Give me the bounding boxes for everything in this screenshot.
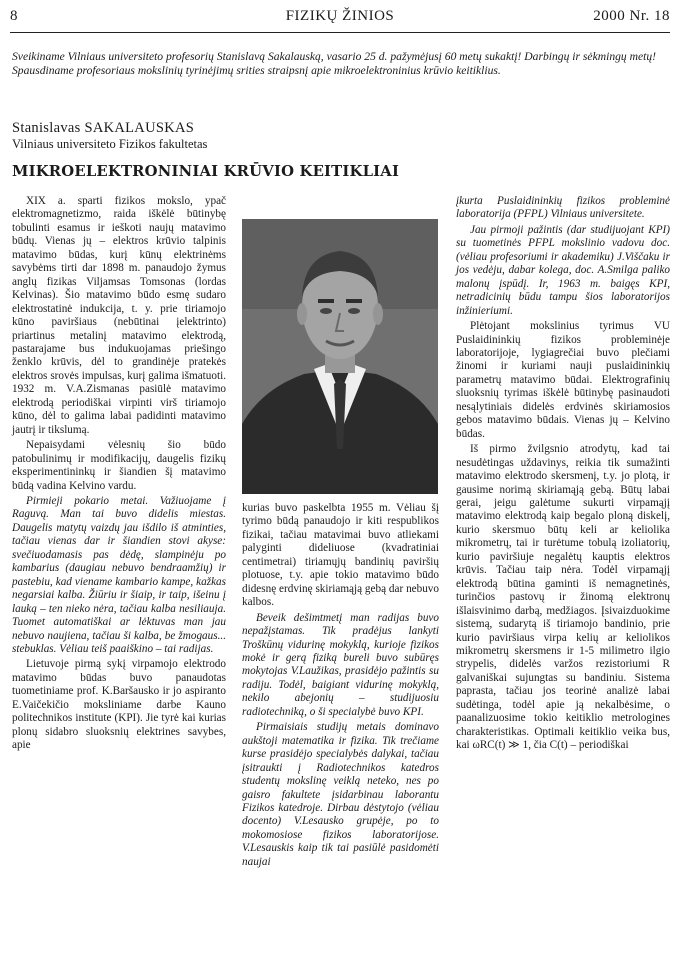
author-block [12,120,412,152]
author-photo [242,219,438,494]
memoir-paragraph: įkurta Puslaidininkių fizikos probleminė laboratorija (PFPL) Vilniaus universitete. [456,195,670,221]
issue-label: 2000 Nr. 18 [593,8,670,24]
header-rule [10,32,670,33]
page-number: 8 [10,8,18,24]
paragraph: Nepaisydami vėlesnių šio būdo patobulinimų ir modifikacijų, daugelis fizikų eksperimentininkų ir šiandien šį matavimo būdą vadina Kelvino vardu. [12,439,226,492]
intro-note [12,50,668,77]
author-portrait-image [242,219,438,494]
paragraph: kurias buvo paskelbta 1955 m. Vėliau šį tyrimo būdą panaudojo ir kiti respublikos fizikai, tačiau matavimai buvo atliekami palyginti dideliuose (kvadratiniai centimetrai) tiriamųjų bandinių paviršių plotuose, t.y. apie tokio matavimo būdo didesnę erdvinę skiriamąją gebą dar nebuvo kalbos. [242,502,439,609]
paragraph: Plėtojant mokslinius tyrimus VU Puslaidininkių fizikos probleminėje laboratorijoje, lygiagrečiai buvo plečiami žinomi ir kuriami nauji puslaidininkių parametrų matavimo būdai. Elektrografinių sluoksnių tyrimas iškėlė būtinybę pasinaudoti nesąlytiniais didelės erdvinės skiriamosios gebos matavimo būdais. Vienas jų – Kelvino būdas. [456,320,670,440]
paragraph: Iš pirmo žvilgsnio atrodytų, kad tai nesudėtingas uždavinys, reikia tik sumažinti matavimo elektrodo skersmenį, t.y. jo plotą, ir gausime norimą skiriamąją gebą. Būtų labai gerai, jeigu galėtume sukurti virpamąjį matavimo elektrodą kaip begalo ploną diskelį, kurio skersmuo būtų keli ar keliolika mikrometrų, tai ir turėtume tobulą izoliatorių, kurio paviršiuje negalėtų kauptis elektros krūvis. Tačiau taip nėra. Todėl virpamąjį elektrodą būtina gaminti iš nemagnetinės, turinčios pastovų ir žinomą elektronų išlaisvinimo darbą, medžiagos. Įsivaizduokime sistemą, sudarytą iš tiriamojo bandinio, prie kurio paviršiaus virpa kelių ar keliolikos mikrometrų skersmens ir 1-5 milimetro ilgio strypelis, didelės varžos rezistoriumi R galvaniškai sujungtas su bandiniu. Sistema paprasta, tačiau jos teorinė analizė labai sudėtinga, todėl apie ją nekalbėsime, o paanalizuosime tokio keitiklio metrologines charakteristikas. Optimali keitiklio veika bus, kai ωRC(t) ≫ 1, čia C(t) – periodiškai [456,443,670,752]
author-affiliation: Vilniaus universiteto Fizikos fakultetas [12,137,208,151]
paragraph: XIX a. sparti fizikos mokslo, ypač elektromagnetizmo, raida iškėlė būtinybę tobulinti esamus ir ieškoti naujų matavimo būdų. Vienas jų – elektros krūvio talpinis matavimo būdas, kurį kūnų elektrinėms savybėms tirti dar 1898 m. panaudojo žymus anglų fizikas Viljamsas Tomsonas (lordas Kelvinas). Šio matavimo būdo esmę sudaro elektrostatinė indukcija, t. y. prie tiriamojo kūno paviršiaus (nebūtinai įelektrinto) priartinus metalinį matavimo elektrodą, pastarajame bus indukuojamas priešingo ženklo krūvis, dėl to grandinėje pratekės elektros srovės impulsas, kurį galima išmatuoti. 1932 m. V.A.Zismanas pasiūlė matavimo elektrodą periodiškai virpinti virš tiriamojo kūno, dėl to galima labai padidinti matavimo jautrį ir tikslumą. [12,195,226,436]
intro-greeting: Sveikiname Vilniaus universiteto profesorių Stanislavą Sakalauską, vasario 25 d. pažymėjusį 60 metų sukaktį! Darbingų ir sėkmingų metų! [12,50,657,63]
memoir-paragraph: Pirmaisiais studijų metais dominavo aukštoji matematika ir fizika. Tik trečiame kurse prasidėjo specialybės dalykai, tačiau įsitraukti į Radiotechnikos katedros studentų mokslinę veiklą neteko, nes po gaisro fakultete įsidarbinau laborantu Fizikos katedroje. Dirbau dėstytojo (vėliau docento) V.Lesausko grupėje, po to mokomosiose fizikos laboratorijose. V.Lesauskis kaip tik tai pasiūlė pasidomėti naujai [242,721,439,868]
journal-title: FIZIKŲ ŽINIOS [285,8,395,24]
text-column-3 [456,195,670,753]
text-column-2 [242,502,439,869]
paragraph: Lietuvoje pirmą sykį virpamojo elektrodo matavimo būdas buvo panaudotas tuometiniame prof. K.Baršausko ir jo aspiranto E.Vaičekičio moksliniame darbe Kauno politechnikos institute (KPI). Jie tyrė kai kurias plonų sidabro sluoksnių elektrines savybes, apie [12,658,226,752]
text-column-1 [12,195,226,753]
page-header [10,6,670,30]
article-title: MIKROELEKTRONINIAI KRŪVIO KEITIKLIAI [12,163,400,180]
memoir-paragraph: Pirmieji pokario metai. Važiuojame į Raguvą. Man tai buvo didelis miestas. Daugelis matytų vaizdų jau išdilo iš atminties, tačiau vienas dar ir šiandien stovi akyse: svečiuodamasis pas dėdę, slampinėju po kambarius (daugiau nebuvo bendraamžių) ir pastebiu, kad viename kambario kampe, kažkas negarsiai kalba. Žiūriu ir šiaip, ir taip, išeinu į lauką – ten nieko nėra, tačiau kalba nesiliauja. Tuomet automatiškai ar lėktuvas man jau nebuvo naujiena, tačiau ši kalba, be žmogaus... stebuklas. Vėliau teiš paaiškino – tai radijas. [12,494,226,655]
memoir-paragraph: Beveik dešimtmetį man radijas buvo nepažįstamas. Tik pradėjus lankyti Troškūnų vidurinę mokyklą, kurioje fizikos mokė ir gerą fiziką bureli buvo subūręs mokytojas V.Laužikas, prasidėjo pažintis su radiju. Todėl, baigiant vidurinę mokyklą, nekilo abejonių – studijuosiu radiotechniką, o ši specialybė buvo KPI. [242,611,439,718]
memoir-paragraph: Jau pirmoji pažintis (dar studijuojant KPI) su tuometinės PFPL mokslinio vadovu doc. (vėliau profesoriumi ir akademiku) J.Viščaku ir jos vedėju, dabar kolega, doc. A.Smilga paliko malonų įspūdį. Ir, 1963 m. baigęs KPI, netradicinių būdu tampu šios laboratorijos inžinieriumi. [456,223,670,317]
intro-description: Spausdiname profesoriaus mokslinių tyrinėjimų srities straipsnį apie mikroelektroninius krūvio keitiklius. [12,63,501,77]
author-name: Stanislavas SAKALAUSKAS [12,120,195,136]
